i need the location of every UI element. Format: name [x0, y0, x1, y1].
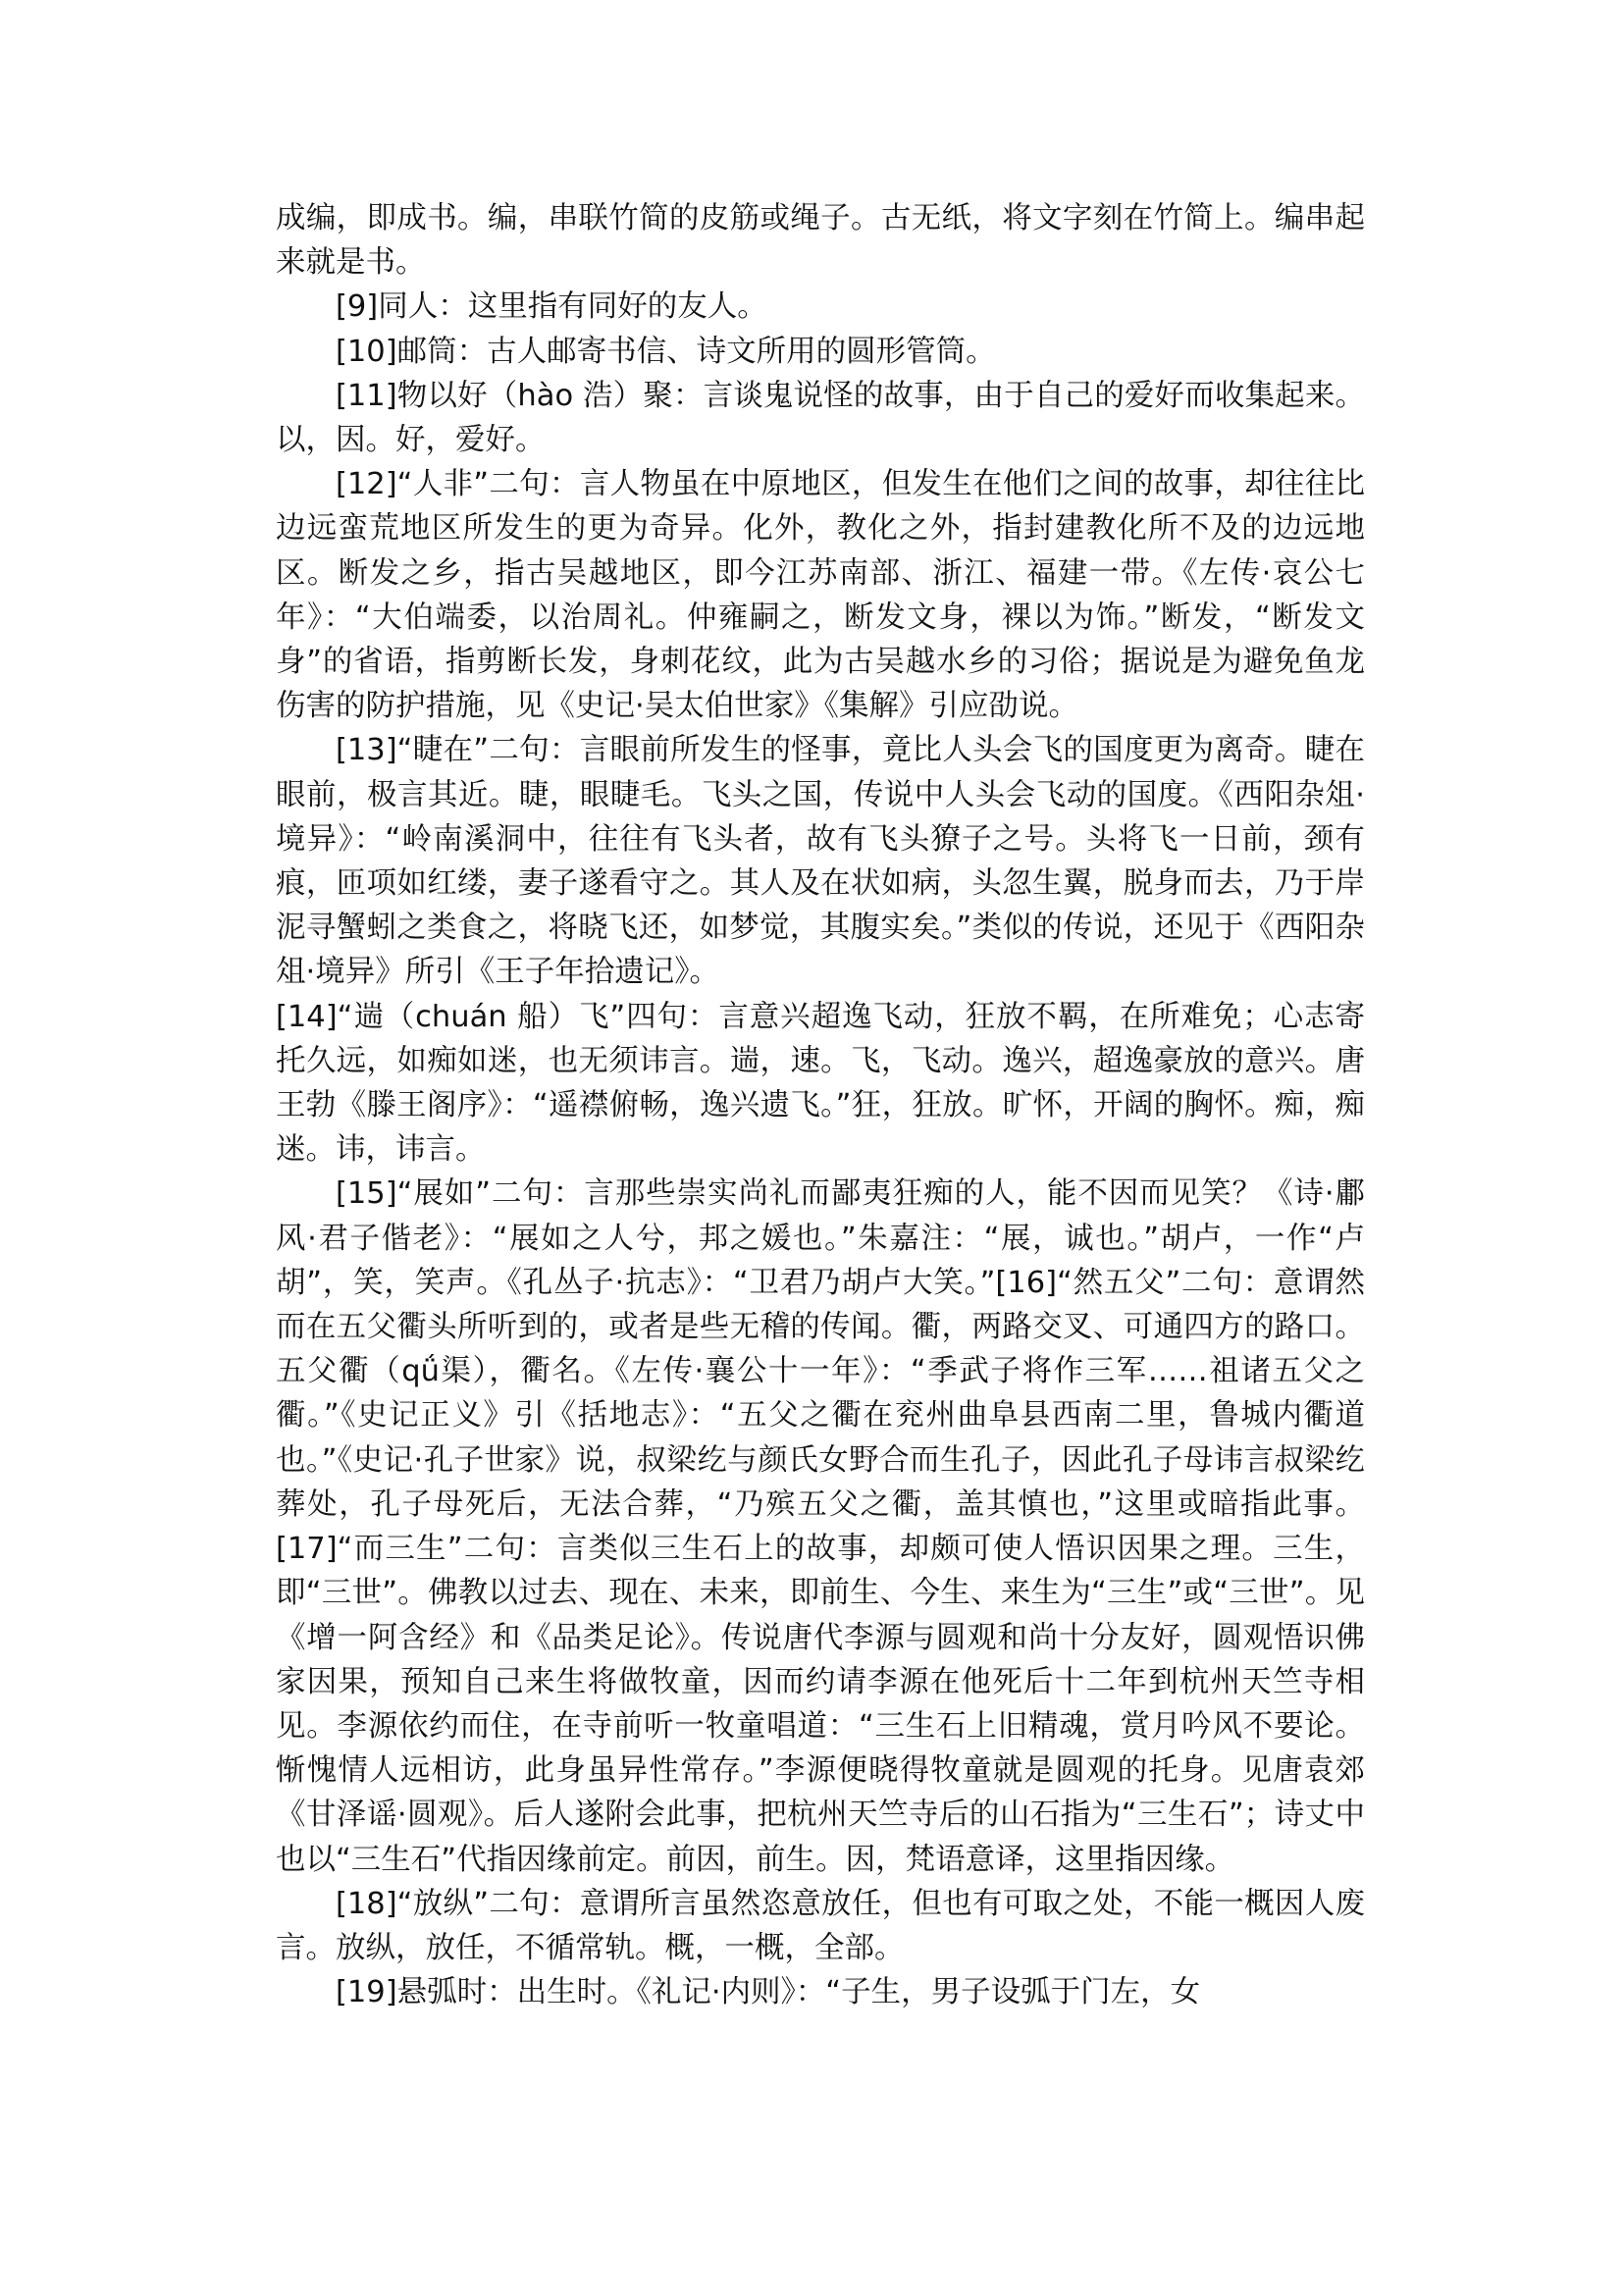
annotation-note-15-17: [15]“展如”二句：言那些崇实尚礼而鄙夷狂痴的人，能不因而见笑？《诗·鄘风·君子偕老》：“展如之人兮，邦之媛也。”朱嘉注：“展，诚也。”胡卢，一作“卢胡”，笑，笑声。《孔丛子·抗志》：“卫君乃胡卢大笑。”[16]“然五父”二句：意谓然而在五父衢头所听到的，或者是些无稽的传闻。衢，两路交叉、可通四方的路口。五父衢（qǘ渠），衢名。《左传·襄公十一年》：“季武子将作三军……祖诸五父之衢。”《史记正义》引《括地志》：“五父之衢在兖州曲阜县西南二里，鲁城内衢道也。”《史记·孔子世家》说，叔梁纥与颜氏女野合而生孔子，因此孔子母讳言叔梁纥葬处，孔子母死后，无法合葬，“乃殡五父之衢，盖其慎也，”这里或暗指此事。[17]“而三生”二句：言类似三生石上的故事，却颇可使人悟识因果之理。三生，即“三世”。佛教以过去、现在、未来，即前生、今生、来生为“三生”或“三世”。见《增一阿含经》和《品类足论》。传说唐代李源与圆观和尚十分友好，圆观悟识佛家因果，预知自己来生将做牧童，因而约请李源在他死后十二年到杭州天竺寺相见。李源依约而住，在寺前听一牧童唱道：“三生石上旧精魂，赏月吟风不要论。惭愧情人远相访，此身虽异性常存。”李源便晓得牧童就是圆观的托身。见唐袁郊《甘泽谣·圆观》。后人遂附会此事，把杭州天竺寺后的山石指为“三生石”；诗丈中也以“三生石”代指因缘前定。前因，前生。因，梵语意译，这里指因缘。: [276, 1176, 1365, 1877]
annotation-note-11: [11]物以好（hào 浩）聚：言谈鬼说怪的故事，由于自己的爱好而收集起来。以，因。好，爱好。: [276, 378, 1365, 458]
annotation-paragraph-continued: 成编，即成书。编，串联竹简的皮筋或绳子。古无纸，将文字刻在竹简上。编串起来就是书。: [276, 201, 1365, 281]
annotation-note-9: [9]同人：这里指有同好的友人。: [336, 289, 767, 325]
annotation-note-13: [13]“睫在”二句：言眼前所发生的怪事，竟比人头会飞的国度更为离奇。睫在眼前，极言其近。睫，眼睫毛。飞头之国，传说中人头会飞动的国度。《西阳杂俎·境异》：“岭南溪洞中，往往有飞头者，故有飞头獠子之号。头将飞一日前，颈有痕，匝项如红缕，妻子遂看守之。其人及在状如病，头忽生翼，脱身而去，乃于岸泥寻蟹蚓之类食之，将晓飞还，如梦觉，其腹实矣。”类似的传说，还见于《西阳杂俎·境异》所引《王子年拾遗记》。: [276, 733, 1365, 990]
annotation-note-18: [18]“放纵”二句：意谓所言虽然恣意放任，但也有可取之处，不能一概因人废言。放纵，放任，不循常轨。概，一概，全部。: [276, 1886, 1365, 1965]
annotation-note-10: [10]邮筒：古人邮寄书信、诗文所用的圆形管筒。: [336, 334, 996, 369]
annotation-page: [276, 196, 1365, 2014]
annotation-note-14: [14]“遄（chuán 船）飞”四句：言意兴超逸飞动，狂放不羁，在所难免；心志寄托久远，如痴如迷，也无须讳言。遄，速。飞，飞动。逸兴，超逸豪放的意兴。唐王勃《滕王阁序》：“遥襟俯畅，逸兴遗飞。”狂，狂放。旷怀，开阔的胸怀。痴，痴迷。讳，讳言。: [276, 999, 1365, 1168]
annotation-note-12: [12]“人非”二句：言人物虽在中原地区，但发生在他们之间的故事，却往往比边远蛮荒地区所发生的更为奇异。化外，教化之外，指封建教化所不及的边远地区。断发之乡，指古吴越地区，即今江苏南部、浙江、福建一带。《左传·哀公七年》：“大伯端委，以治周礼。仲雍嗣之，断发文身，裸以为饰。”断发，“断发文身”的省语，指剪断长发，身刺花纹，此为古吴越水乡的习俗；据说是为避免鱼龙伤害的防护措施，见《史记·吴太伯世家》《集解》引应劭说。: [276, 467, 1365, 724]
annotation-note-19: [19]悬弧时：出生时。《礼记·内则》：“子生，男子设弧于门左，女: [336, 1975, 1201, 2010]
